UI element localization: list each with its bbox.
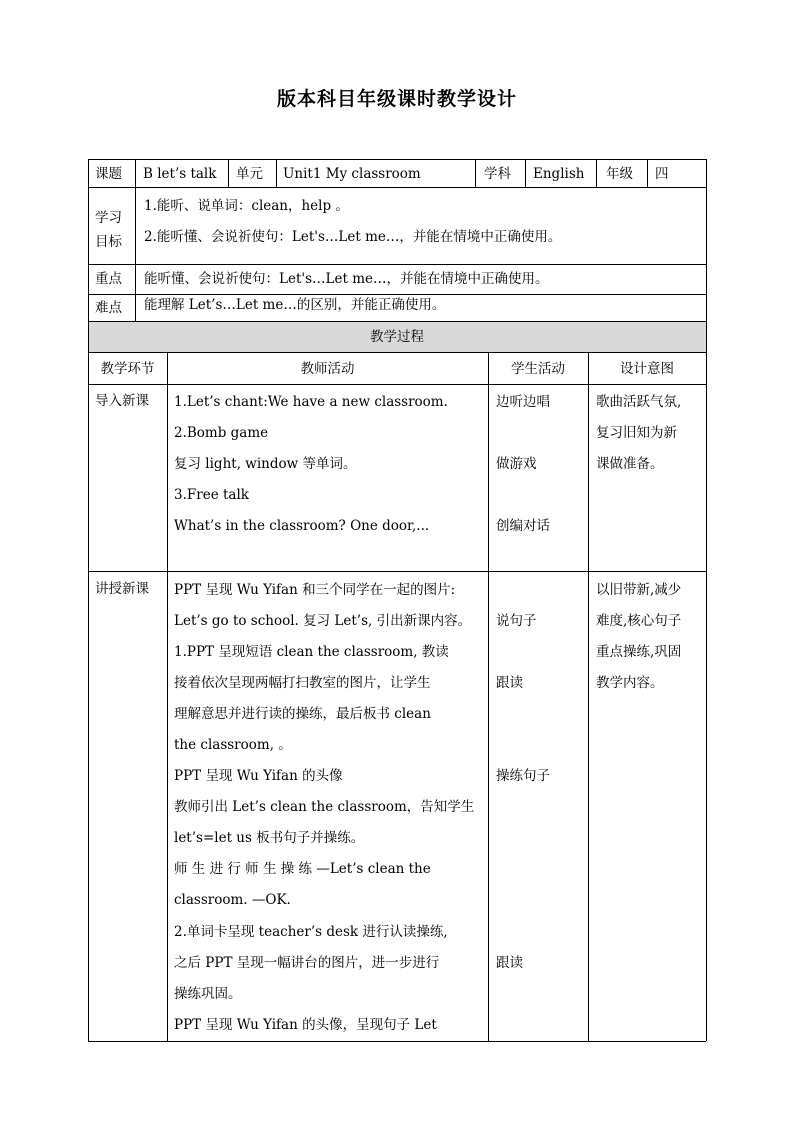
table-line [88, 294, 706, 295]
student-activity-line: 边听边唱 [496, 394, 550, 410]
process-header: 教学过程 [370, 329, 424, 345]
table-line [88, 321, 706, 322]
student-activity-line: 跟读 [496, 955, 523, 971]
teacher-activity-line: PPT 呈现 Wu Yifan 的头像，呈现句子 Let [174, 1017, 437, 1033]
table-line [276, 159, 277, 187]
table-line [135, 159, 136, 187]
table-line [488, 352, 489, 1041]
difficulty-label: 难点 [95, 300, 122, 316]
grade-value: 四 [655, 166, 669, 182]
column-header: 学生活动 [511, 361, 565, 377]
table-line [647, 159, 648, 187]
objectives-label: 学习 [95, 210, 122, 226]
table-line [525, 159, 526, 187]
teacher-activity-line: classroom. —OK. [174, 892, 291, 908]
difficulty-text: 能理解 Let’s…Let me…的区别，并能正确使用。 [144, 297, 446, 313]
table-line [88, 352, 706, 353]
teacher-activity-line: 2.单词卡呈现 teacher’s desk 进行认读操练, [174, 924, 448, 940]
student-activity-line: 跟读 [496, 675, 523, 691]
table-line [475, 159, 476, 187]
teacher-activity-line: 之后 PPT 呈现一幅讲台的图片，进一步进行 [174, 955, 440, 971]
student-activity-line: 做游戏 [496, 456, 537, 472]
objective-line: 2.能听懂、会说祈使句：Let's…Let me…，并能在情境中正确使用。 [144, 229, 562, 245]
teacher-activity-line: 师 生 进 行 师 生 操 练 —Let’s clean the [174, 861, 431, 877]
key-point-label: 重点 [95, 271, 122, 287]
column-header: 设计意图 [620, 361, 674, 377]
design-intent-line: 教学内容。 [596, 675, 664, 691]
table-line [88, 264, 706, 265]
student-activity-line: 操练句子 [496, 768, 550, 784]
table-line [706, 159, 707, 1041]
table-line [228, 159, 229, 187]
teacher-activity-line: 操练巩固。 [174, 986, 242, 1002]
table-line [88, 571, 706, 572]
teacher-activity-line: 1.PPT 呈现短语 clean the classroom, 教读 [174, 644, 449, 660]
teacher-activity-line: 复习 light, window 等单词。 [174, 456, 357, 472]
teacher-activity-line: 3.Free talk [174, 487, 249, 503]
table-line [135, 187, 136, 321]
teacher-activity-line: 2.Bomb game [174, 425, 269, 441]
teacher-activity-line: 教师引出 Let’s clean the classroom，告知学生 [174, 799, 475, 815]
teacher-activity-line: 1.Let’s chant:We have a new classroom. [174, 394, 448, 410]
subject-value: English [533, 166, 585, 182]
unit-value: Unit1 My classroom [283, 166, 421, 182]
unit-label: 单元 [236, 166, 263, 182]
teacher-activity-line: PPT 呈现 Wu Yifan 和三个同学在一起的图片: [174, 582, 456, 598]
column-header: 教师活动 [300, 361, 355, 377]
document-title: 版本科目年级课时教学设计 [276, 88, 517, 110]
teacher-activity-line: PPT 呈现 Wu Yifan 的头像 [174, 768, 343, 784]
table-line [167, 352, 168, 1041]
student-activity-line: 说句子 [496, 613, 537, 629]
teacher-activity-line: Let’s go to school. 复习 Let’s, 引出新课内容。 [174, 613, 472, 629]
stage-label: 导入新课 [95, 393, 149, 409]
design-intent-line: 课做准备。 [596, 456, 664, 472]
design-intent-line: 歌曲活跃气氛, [596, 394, 682, 410]
table-line [88, 159, 706, 160]
design-intent-line: 复习旧知为新 [596, 425, 677, 441]
objectives-label: 目标 [95, 234, 122, 250]
table-line [88, 384, 706, 385]
table-line [88, 1041, 706, 1042]
topic-value: B let’s talk [143, 166, 217, 182]
topic-label: 课题 [95, 166, 122, 182]
teacher-activity-line: What’s in the classroom? One door,... [174, 518, 430, 534]
teacher-activity-line: 理解意思并进行读的操练，最后板书 clean [174, 706, 431, 722]
teacher-activity-line: 接着依次呈现两幅打扫教室的图片，让学生 [174, 675, 431, 691]
design-intent-line: 以旧带新,减少 [596, 582, 682, 598]
stage-label: 讲授新课 [95, 581, 149, 597]
grade-label: 年级 [606, 166, 633, 182]
teacher-activity-line: the classroom, 。 [174, 737, 292, 753]
key-point-text: 能听懂、会说祈使句：Let's…Let me…，并能在情境中正确使用。 [144, 271, 549, 287]
table-line [88, 159, 89, 1041]
student-activity-line: 创编对话 [496, 518, 550, 534]
column-header: 教学环节 [100, 361, 155, 377]
teacher-activity-line: let’s=let us 板书句子并操练。 [174, 830, 365, 846]
table-line [588, 352, 589, 1041]
table-line [596, 159, 597, 187]
table-line [88, 187, 706, 188]
design-intent-line: 难度,核心句子 [596, 613, 682, 629]
design-intent-line: 重点操练,巩固 [596, 644, 682, 660]
subject-label: 学科 [484, 166, 511, 182]
objective-line: 1.能听、说单词：clean，help 。 [144, 198, 349, 214]
